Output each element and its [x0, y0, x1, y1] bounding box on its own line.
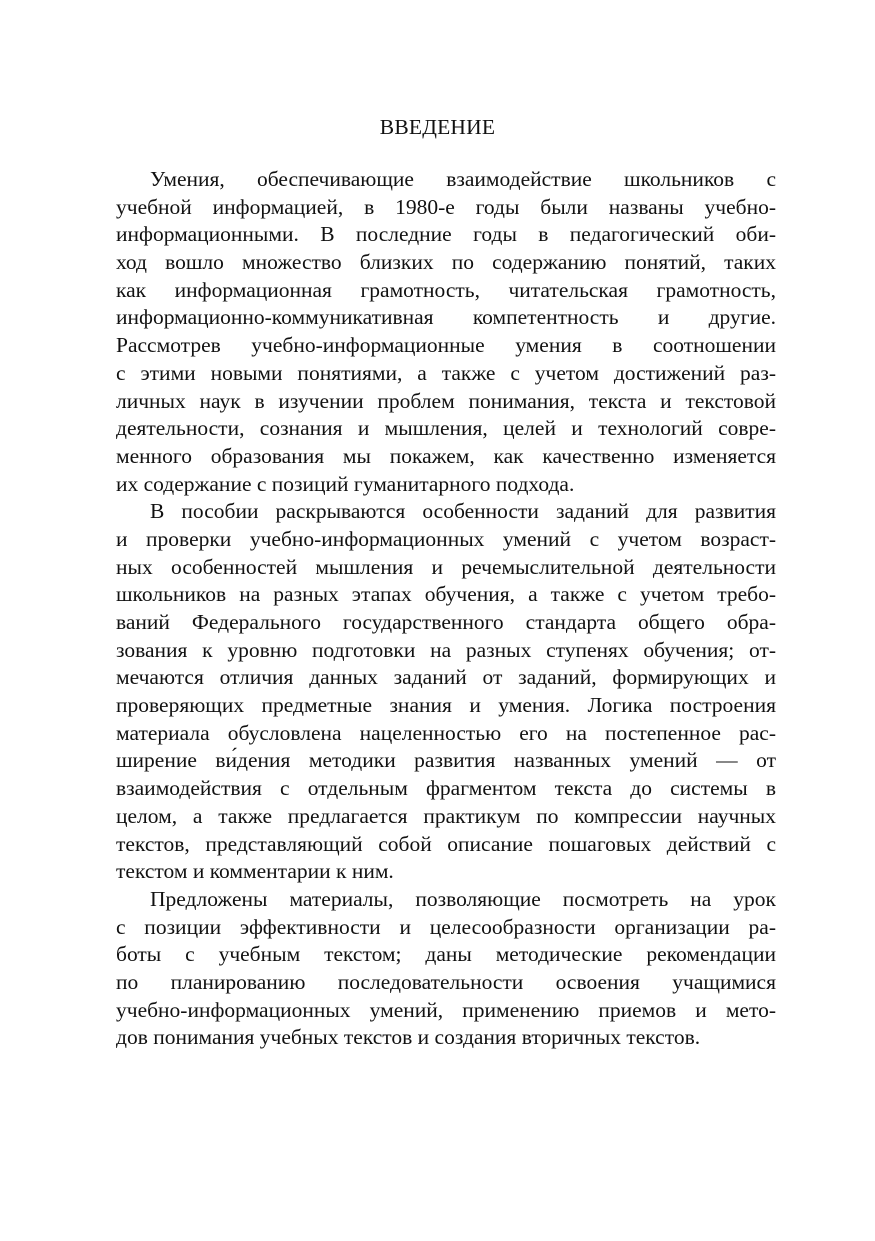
text-line: школьников на разных этапах обучения, а также с учетом требо- [116, 582, 776, 607]
text-line: Умения, обеспечивающие взаимодействие школьников с [150, 167, 776, 191]
text-line: с этими новыми понятиями, а также с учетом достижений раз- [116, 360, 776, 385]
paragraph-3 [116, 886, 776, 1052]
text-line: проверяющих предметные знания и умения. Логика построения [116, 693, 776, 718]
text-line: деятельности, сознания и мышления, целей и технологий совре- [116, 416, 776, 441]
text-line: текстов, представляющий собой описание пошаговых действий с [116, 831, 776, 856]
paragraph-2 [116, 498, 776, 886]
page-title: ВВЕДЕНИЕ [379, 115, 496, 139]
text-line: и проверки учебно-информационных умений с учетом возраст- [116, 526, 776, 551]
text-line: учебной информацией, в 1980-е годы были названы учебно- [116, 194, 776, 219]
text-line: по планированию последовательности освоения учащимися [116, 969, 776, 994]
text-line: текстом и комментарии к ним. [116, 859, 394, 884]
paragraph-1 [116, 166, 776, 498]
text-line: ширение ви́дения методики развития названных умений — от [116, 748, 776, 773]
text-line: Рассмотрев учебно-информационные умения в соотношении [116, 333, 776, 358]
text-line: их содержание с позиций гуманитарного подхода. [116, 471, 575, 496]
text-line: В пособии раскрываются особенности заданий для развития [150, 499, 776, 524]
text-line: учебно-информационных умений, применению приемов и мето- [116, 997, 776, 1022]
text-line: ных особенностей мышления и речемыслительной деятельности [116, 554, 776, 579]
text-line: менного образования мы покажем, как качественно изменяется [116, 443, 776, 468]
text-line: с позиции эффективности и целесообразности организации ра- [116, 914, 776, 939]
text-line: Предложены материалы, позволяющие посмотреть на урок [150, 886, 776, 911]
text-line: материала обусловлена нацеленностью его на постепенное рас- [116, 720, 776, 745]
text-line: ход вошло множество близких по содержанию понятий, таких [116, 250, 776, 275]
text-line: мечаются отличия данных заданий от заданий, формирующих и [116, 665, 776, 690]
text-line: как информационная грамотность, читательская грамотность, [116, 277, 776, 302]
text-line: зования к уровню подготовки на разных ступенях обучения; от- [116, 637, 776, 662]
text-line: боты с учебным текстом; даны методические рекомендации [116, 942, 776, 967]
text-line: личных наук в изучении проблем понимания, текста и текстовой [116, 388, 776, 413]
text-line: информационными. В последние годы в педагогический оби- [116, 222, 776, 247]
text-line: дов понимания учебных текстов и создания вторичных текстов. [116, 1025, 701, 1050]
text-line: целом, а также предлагается практикум по компрессии научных [116, 803, 776, 828]
text-line: информационно-коммуникативная компетентность и другие. [116, 305, 776, 330]
text-line: взаимодействия с отдельным фрагментом текста до системы в [116, 776, 776, 801]
body-text [116, 166, 776, 1052]
text-line: ваний Федерального государственного стандарта общего обра- [116, 610, 776, 634]
